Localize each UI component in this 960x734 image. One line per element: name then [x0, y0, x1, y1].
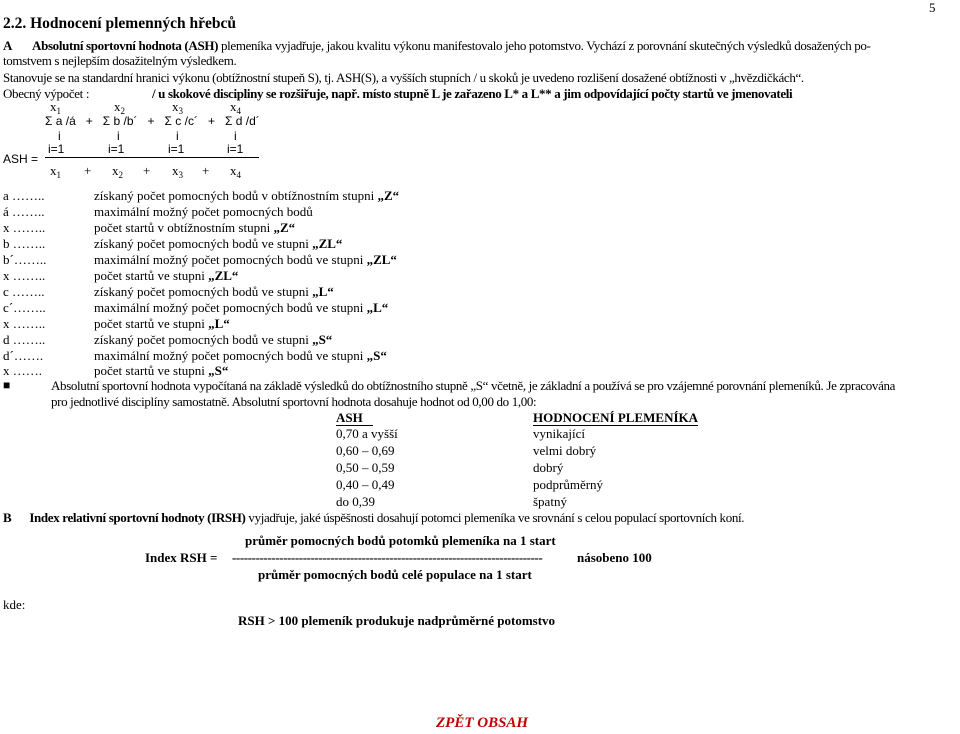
table-cell-rating: dobrý	[533, 460, 564, 475]
section-a-title: Absolutní sportovní hodnota (ASH)	[32, 38, 219, 53]
section-b-letter: B	[3, 510, 12, 525]
table-cell-ash: 0,70 a vyšší	[336, 426, 398, 441]
calc-note: / u skokové discipliny se rozšiřuje, např. místo stupně L je zařazeno L* a L** a jim odpovídající počty startů ve jmenovateli	[152, 86, 793, 101]
section-b-line	[3, 510, 744, 526]
legend-description: počet startů ve stupni „S“	[94, 363, 229, 378]
legend-description: získaný počet pomocných bodů v obtížnostním stupni „Z“	[94, 188, 400, 203]
section-a-line-2: tomstvem s nejlepším dosažitelným výsledkem.	[3, 53, 237, 68]
legend-symbol: c ……..	[3, 284, 45, 299]
legend-description: získaný počet pomocných bodů ve stupni „S“	[94, 332, 333, 347]
section-b-text: vyjadřuje, jaké úspěšnosti dosahují potomci plemeníka ve srovnání s celou populací sportovních koní.	[248, 510, 745, 525]
legend-symbol: á ……..	[3, 204, 45, 219]
x-var-top: $x_1$	[50, 99, 61, 116]
legend-description: maximální možný počet pomocných bodů ve stupni „L“	[94, 300, 389, 315]
index-multiplier: násobeno 100	[577, 550, 652, 565]
sum-index: i	[58, 129, 61, 143]
legend-symbol: b ……..	[3, 236, 46, 251]
legend-symbol: x …….	[3, 363, 42, 378]
calc-label: Obecný výpočet :	[3, 86, 90, 101]
index-denominator: průměr pomocných bodů celé populace na 1 start	[258, 567, 532, 582]
legend-symbol: x ……..	[3, 316, 46, 331]
legend-description: počet startů v obtížnostním stupni „Z“	[94, 220, 296, 235]
table-cell-ash: 0,60 – 0,69	[336, 443, 395, 458]
x-var-top: $x_2$	[114, 99, 125, 116]
kde-label: kde:	[3, 597, 26, 612]
section-heading: 2.2. Hodnocení plemenných hřebců	[3, 15, 236, 32]
page-number: 5	[929, 0, 936, 15]
table-cell-ash: do 0,39	[336, 494, 375, 509]
conclusion-text: RSH > 100 plemeník produkuje nadprůměrné potomstvo	[238, 613, 556, 628]
table-cell-rating: špatný	[533, 494, 567, 509]
index-lhs: Index RSH =	[145, 550, 218, 565]
index-numerator: průměr pomocných bodů potomků plemeníka na 1 start	[245, 533, 556, 548]
x-var-bottom: $x_3$	[172, 163, 183, 180]
sum-index: i	[234, 129, 237, 143]
index-fraction-dashes: -------------------------------------------------------------------------------	[232, 550, 543, 565]
legend-description: počet startů ve stupni „L“	[94, 316, 230, 331]
legend-symbol: d´…….	[3, 348, 44, 363]
table-cell-rating: vynikající	[533, 426, 585, 441]
sum-index: i	[117, 129, 120, 143]
table-cell-ash: 0,50 – 0,59	[336, 460, 395, 475]
table-header-rating: HODNOCENÍ PLEMENÍKA	[533, 410, 699, 425]
legend-symbol: d ……..	[3, 332, 46, 347]
x-var-bottom: $x_1$	[50, 163, 61, 180]
note-line-2: pro jednotlivé disciplíny samostatně. Absolutní sportovní hodnota dosahuje hodnot od 0,00 do 1,00:	[51, 394, 537, 409]
section-a-letter: A	[3, 38, 13, 53]
legend-symbol: a ……..	[3, 188, 45, 203]
sum-range: i=1	[227, 142, 244, 156]
plus-sign: +	[202, 163, 210, 178]
legend-symbol: x ……..	[3, 220, 46, 235]
ash-equals: ASH =	[3, 152, 39, 166]
legend-description: maximální možný počet pomocných bodů	[94, 204, 313, 219]
plus-sign: +	[143, 163, 151, 178]
legend-description: maximální možný počet pomocných bodů ve stupni „S“	[94, 348, 387, 363]
section-b-title: Index relativní sportovní hodnoty (IRSH)	[29, 510, 246, 525]
legend-description: maximální možný počet pomocných bodů ve stupni „ZL“	[94, 252, 397, 267]
legend-description: počet startů ve stupni „ZL“	[94, 268, 239, 283]
formula-numerator: Σ a /á + Σ b /b´ + Σ c /c´ + Σ d /d´	[45, 114, 260, 128]
fraction-bar	[45, 157, 259, 158]
x-var-top: $x_3$	[172, 99, 183, 116]
x-var-bottom: $x_2$	[112, 163, 123, 180]
back-to-contents-link[interactable]: ZPĚT OBSAH	[436, 715, 529, 731]
note-line-1: Absolutní sportovní hodnota vypočítaná na základě výsledků do obtížnostního stupně „S“ včetně, je základní a používá se pro vzájemné porovnání plemeníků. Je zpracována	[51, 378, 896, 393]
table-cell-rating: velmi dobrý	[533, 443, 597, 458]
legend-description: získaný počet pomocných bodů ve stupni „ZL“	[94, 236, 343, 251]
sum-index: i	[176, 129, 179, 143]
sum-range: i=1	[48, 142, 65, 156]
legend-description: získaný počet pomocných bodů ve stupni „L“	[94, 284, 334, 299]
table-cell-rating: podprůměrný	[533, 477, 604, 492]
plus-sign: +	[84, 163, 92, 178]
table-header-ash: ASH	[336, 410, 363, 425]
section-a-line-3: Stanovuje se na standardní hranici výkonu (obtížnostní stupeň S), tj. ASH(S), a vyšších stupních / u skoků je uvedeno rozlišení dosažené obtížnosti v „hvězdičkách“.	[3, 70, 804, 85]
bullet-icon: ■	[3, 378, 11, 392]
section-a-line-1	[3, 38, 871, 54]
legend-symbol: x ……..	[3, 268, 46, 283]
sum-range: i=1	[108, 142, 125, 156]
table-cell-ash: 0,40 – 0,49	[336, 477, 395, 492]
x-var-bottom: $x_4$	[230, 163, 241, 180]
section-a-text: plemeníka vyjadřuje, jakou kvalitu výkonu manifestovalo jeho potomstvo. Vychází z porovnání skutečných výsledků dosažených po-	[220, 38, 871, 53]
x-var-top: $x_4$	[230, 99, 241, 116]
legend-symbol: b´……..	[3, 252, 47, 267]
sum-range: i=1	[168, 142, 185, 156]
legend-symbol: c´……..	[3, 300, 46, 315]
